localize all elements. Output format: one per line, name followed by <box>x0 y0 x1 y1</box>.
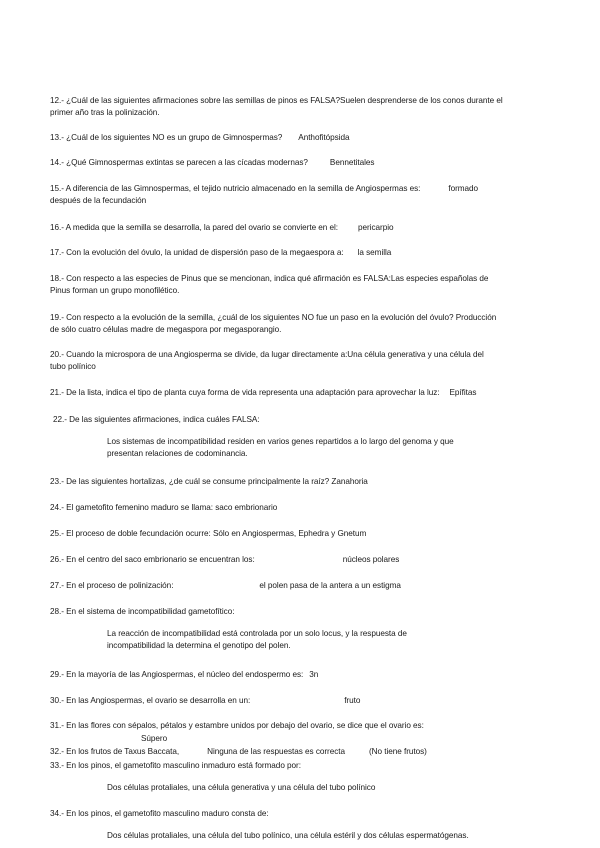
question-20-line-2: tubo polínico <box>50 362 96 371</box>
question-12-line-2: primer año tras la polinización. <box>50 108 160 117</box>
question-14 <box>50 157 374 168</box>
question-30-answer: fruto <box>344 696 361 705</box>
question-24: 24.- El gametofito femenino maduro se llama: saco embrionario <box>50 503 278 512</box>
question-29 <box>50 669 318 680</box>
question-17 <box>50 247 391 258</box>
question-17-text: 17.- Con la evolución del óvulo, la unidad de dispersión paso de la megaespora a: <box>50 248 344 257</box>
question-15-text: 15.- A diferencia de las Gimnospermas, el tejido nutricio almacenado en la semilla de Angiospermas es: <box>50 184 421 193</box>
question-33-text: 33.- En los pinos, el gametofito masculino inmaduro está formado por: <box>50 761 301 770</box>
question-26-text: 26.- En el centro del saco embrionario se encuentran los: <box>50 555 255 564</box>
question-28-answer-line-2: incompatibilidad la determina el genotipo del polen. <box>107 641 291 650</box>
question-26 <box>50 554 399 565</box>
question-13-text: 13.- ¿Cuál de los siguientes NO es un grupo de Gimnospermas? <box>50 133 283 142</box>
question-32-note: (No tiene frutos) <box>369 747 427 756</box>
question-16 <box>50 222 394 233</box>
question-22-text: 22.- De las siguientes afirmaciones, indica cuáles FALSA: <box>53 415 260 424</box>
question-15-line-1 <box>50 183 478 194</box>
question-23: 23.- De las siguientes hortalizas, ¿de cuál se consume principalmente la raíz? Zanahoria <box>50 477 368 486</box>
question-34-text: 34.- En los pinos, el gametofito masculino maduro consta de: <box>50 809 269 818</box>
question-12-line-1: 12.- ¿Cuál de las siguientes afirmaciones sobre las semillas de pinos es FALSA?Suelen desprenderse de los conos durante el <box>50 96 503 105</box>
question-18-line-1: 18.- Con respecto a las especies de Pinus que se mencionan, indica qué afirmación es FALSA:Las especies españolas de <box>50 274 489 283</box>
question-15-line-2: después de la fecundación <box>50 196 147 205</box>
question-27-text: 27.- En el proceso de polinización: <box>50 581 174 590</box>
question-21 <box>50 387 476 398</box>
question-27 <box>50 580 401 591</box>
question-26-answer: núcleos polares <box>342 555 400 564</box>
question-34-answer: Dos células protaliales, una célula del tubo polínico, una célula estéril y dos células espermatógenas. <box>107 831 469 840</box>
question-17-answer: la semilla <box>357 248 392 257</box>
question-16-text: 16.- A medida que la semilla se desarrolla, la pared del ovario se convierte en el: <box>50 223 339 232</box>
question-18-line-2: Pinus forman un grupo monofilético. <box>50 286 180 295</box>
question-13-answer: Anthofitópsida <box>298 133 350 142</box>
question-19-line-1: 19.- Con respecto a la evolución de la semilla, ¿cuál de los siguientes NO fue un paso en la evolución del óvulo? Producción <box>50 313 497 322</box>
question-27-answer: el polen pasa de la antera a un estigma <box>259 581 401 590</box>
question-14-text: 14.- ¿Qué Gimnospermas extintas se parecen a las cícadas modernas? <box>50 158 308 167</box>
question-21-answer: Epífitas <box>449 388 477 397</box>
question-29-answer: 3n <box>309 670 319 679</box>
question-15-answer: formado <box>448 184 479 193</box>
question-28-answer-line-1: La reacción de incompatibilidad está controlada por un solo locus, y la respuesta de <box>107 629 407 638</box>
question-32 <box>50 746 427 757</box>
question-25: 25.- El proceso de doble fecundación ocurre: Sólo en Angiospermas, Ephedra y Gnetum <box>50 529 367 538</box>
question-30 <box>50 695 360 706</box>
question-28-text: 28.- En el sistema de incompatibilidad gametofítico: <box>50 607 235 616</box>
question-20-line-1: 20.- Cuando la microspora de una Angiosperma se divide, da lugar directamente a:Una célula generativa y una célula del <box>50 350 484 359</box>
question-31-answer: Súpero <box>141 734 168 743</box>
question-14-answer: Bennetitales <box>329 158 375 167</box>
question-22-answer-line-2: presentan relaciones de codominancia. <box>107 449 248 458</box>
question-29-text: 29.- En la mayoría de las Angiospermas, el núcleo del endospermo es: <box>50 670 304 679</box>
question-16-answer: pericarpio <box>358 223 394 232</box>
question-22-answer-line-1: Los sistemas de incompatibilidad residen en varios genes repartidos a lo largo del genoma y que <box>107 437 454 446</box>
question-21-text: 21.- De la lista, indica el tipo de planta cuya forma de vida representa una adaptación para aprovechar la luz: <box>50 388 440 397</box>
question-32-text: 32.- En los frutos de Taxus Baccata, <box>50 747 180 756</box>
question-13 <box>50 132 350 143</box>
question-32-answer: Ninguna de las respuestas es correcta <box>207 747 345 756</box>
question-33-answer: Dos células protaliales, una célula generativa y una célula del tubo polínico <box>107 783 376 792</box>
question-30-text: 30.- En las Angiospermas, el ovario se desarrolla en un: <box>50 696 251 705</box>
question-31-text: 31.- En las flores con sépalos, pétalos y estambre unidos por debajo del ovario, se dice que el ovario es: <box>50 721 424 730</box>
question-19-line-2: de sólo cuatro células madre de megaspora por megasporangio. <box>50 325 282 334</box>
